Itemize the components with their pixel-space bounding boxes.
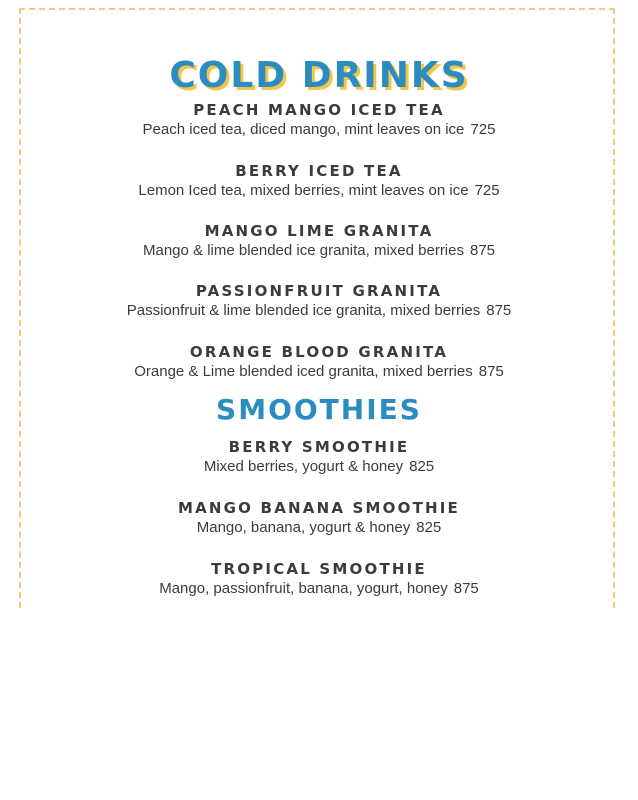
item-description — [0, 120, 638, 140]
item-name: MANGO BANANA SMOOTHIE — [177, 499, 460, 517]
menu-item-passionfruit-granita — [0, 282, 638, 321]
item-desc-text: Lemon Iced tea, mixed berries, mint leaves on ice — [138, 182, 469, 199]
item-price: 725 — [470, 121, 496, 138]
item-price: 875 — [469, 242, 496, 259]
item-price: 875 — [486, 302, 512, 319]
menu-item-tropical-smoothie — [0, 560, 638, 599]
item-description — [0, 518, 638, 538]
item-desc-text: Orange & Lime blended iced granita, mixed berries — [134, 363, 473, 380]
menu-item-peach-mango-iced-tea — [0, 101, 638, 140]
item-name: MANGO LIME GRANITA — [204, 222, 434, 240]
item-name: PEACH MANGO ICED TEA — [193, 101, 445, 119]
item-price: 725 — [474, 182, 500, 199]
item-desc-text: Mango, banana, yogurt & honey — [196, 519, 411, 536]
item-description — [0, 241, 638, 261]
menu-item-orange-blood-granita — [0, 343, 638, 382]
smoothies-title: SMOOTHIES — [216, 393, 422, 426]
item-description — [0, 362, 638, 382]
cold-drinks-title: COLD DRINKS — [169, 55, 469, 96]
item-name: BERRY SMOOTHIE — [228, 438, 410, 456]
menu-item-berry-smoothie — [0, 438, 638, 477]
menu-item-mango-lime-granita — [0, 222, 638, 261]
item-description — [0, 301, 638, 321]
menu-item-berry-iced-tea — [0, 162, 638, 201]
item-name: ORANGE BLOOD GRANITA — [189, 343, 449, 361]
item-desc-text: Mango, passionfruit, banana, yogurt, honey — [159, 580, 448, 597]
item-description — [0, 579, 638, 599]
menu-item-mango-banana-smoothie — [0, 499, 638, 538]
item-price: 825 — [416, 519, 442, 536]
item-description — [0, 181, 638, 201]
item-price: 875 — [478, 363, 504, 380]
item-price: 825 — [409, 458, 435, 475]
item-desc-text: Mango & lime blended ice granita, mixed berries — [142, 242, 464, 259]
item-desc-text: Passionfruit & lime blended ice granita, mixed berries — [126, 302, 481, 319]
item-name: TROPICAL SMOOTHIE — [211, 560, 427, 578]
item-name: BERRY ICED TEA — [235, 162, 403, 180]
item-name: PASSIONFRUIT GRANITA — [195, 282, 443, 300]
item-desc-text: Peach iced tea, diced mango, mint leaves on ice — [142, 121, 465, 138]
item-description — [0, 457, 638, 477]
item-desc-text: Mixed berries, yogurt & honey — [203, 458, 404, 475]
item-price: 875 — [453, 580, 479, 597]
